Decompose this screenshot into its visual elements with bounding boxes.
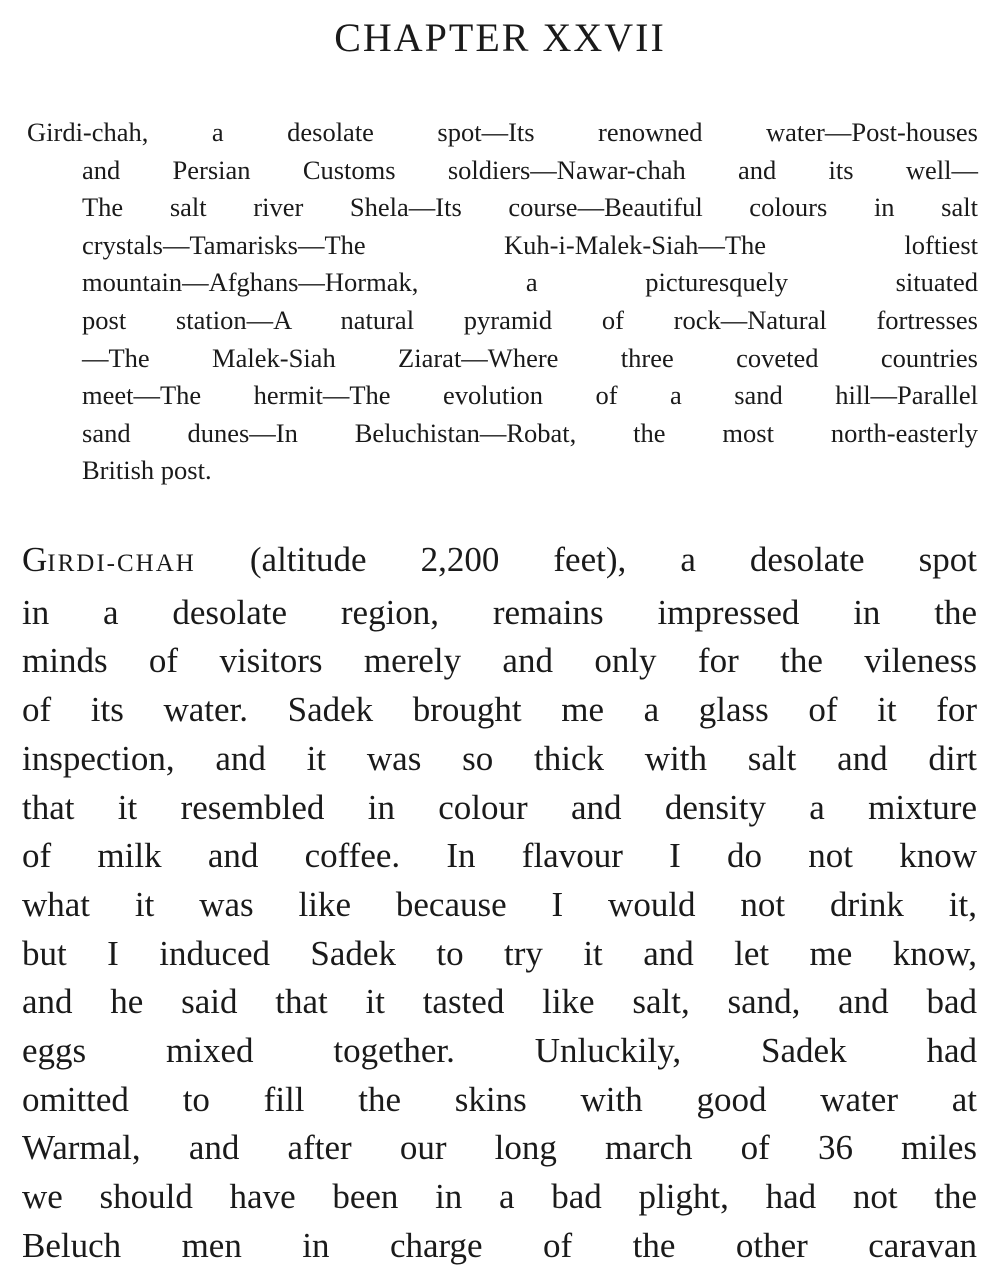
body-line: what it was like because I would not drink it, — [22, 884, 977, 924]
body-line: Beluch men in charge of the other caravan — [22, 1225, 977, 1265]
body-line: in a desolate region, remains impressed in the — [22, 592, 977, 632]
summary-line: post station—A natural pyramid of rock—Natural fortresses — [82, 304, 978, 335]
chapter-summary — [27, 114, 978, 490]
body-line: eggs mixed together. Unluckily, Sadek had — [22, 1031, 977, 1071]
summary-line: sand dunes—In Beluchistan—Robat, the most north-easterly — [82, 417, 978, 448]
body-line: we should have been in a bad plight, had not the — [22, 1177, 977, 1217]
summary-line: —The Malek-Siah Ziarat—Where three coveted countries — [82, 342, 978, 373]
body-line: minds of visitors merely and only for the vileness — [22, 641, 977, 681]
body-line: that it resembled in colour and density a mixture — [22, 787, 977, 827]
body-line: inspection, and it was so thick with salt and dirt — [22, 738, 977, 778]
chapter-title: CHAPTER XXVII — [334, 15, 666, 60]
body-first-line — [22, 536, 977, 589]
body-line: omitted to fill the skins with good water at — [22, 1079, 977, 1119]
summary-line: meet—The hermit—The evolution of a sand hill—Parallel — [82, 380, 978, 411]
summary-line: and Persian Customs soldiers—Nawar-chah and its well— — [82, 154, 978, 185]
body-line: and he said that it tasted like salt, sand, and bad — [22, 982, 977, 1022]
body-line: of its water. Sadek brought me a glass of it for — [22, 690, 977, 730]
summary-line: crystals—Tamarisks—The Kuh-i-Malek-Siah—The loftiest — [82, 229, 978, 260]
lead-smallcaps: IRDI-CHAH — [47, 550, 196, 577]
first-line-rest: (altitude 2,200 feet), a desolate spot — [195, 540, 977, 579]
summary-line: Girdi-chah, a desolate spot—Its renowned water—Post-houses — [27, 117, 978, 147]
body-line: of milk and coffee. In flavour I do not know — [22, 836, 977, 876]
summary-line: British post. — [82, 455, 212, 486]
body-line: Warmal, and after our long march of 36 miles — [22, 1128, 977, 1168]
chapter-body — [22, 536, 977, 1271]
lead-initial: G — [22, 540, 48, 579]
summary-line: The salt river Shela—Its course—Beautiful colours in salt — [82, 192, 978, 223]
summary-line: mountain—Afghans—Hormak, a picturesquely situated — [82, 267, 978, 298]
body-line: but I induced Sadek to try it and let me know, — [22, 933, 977, 973]
